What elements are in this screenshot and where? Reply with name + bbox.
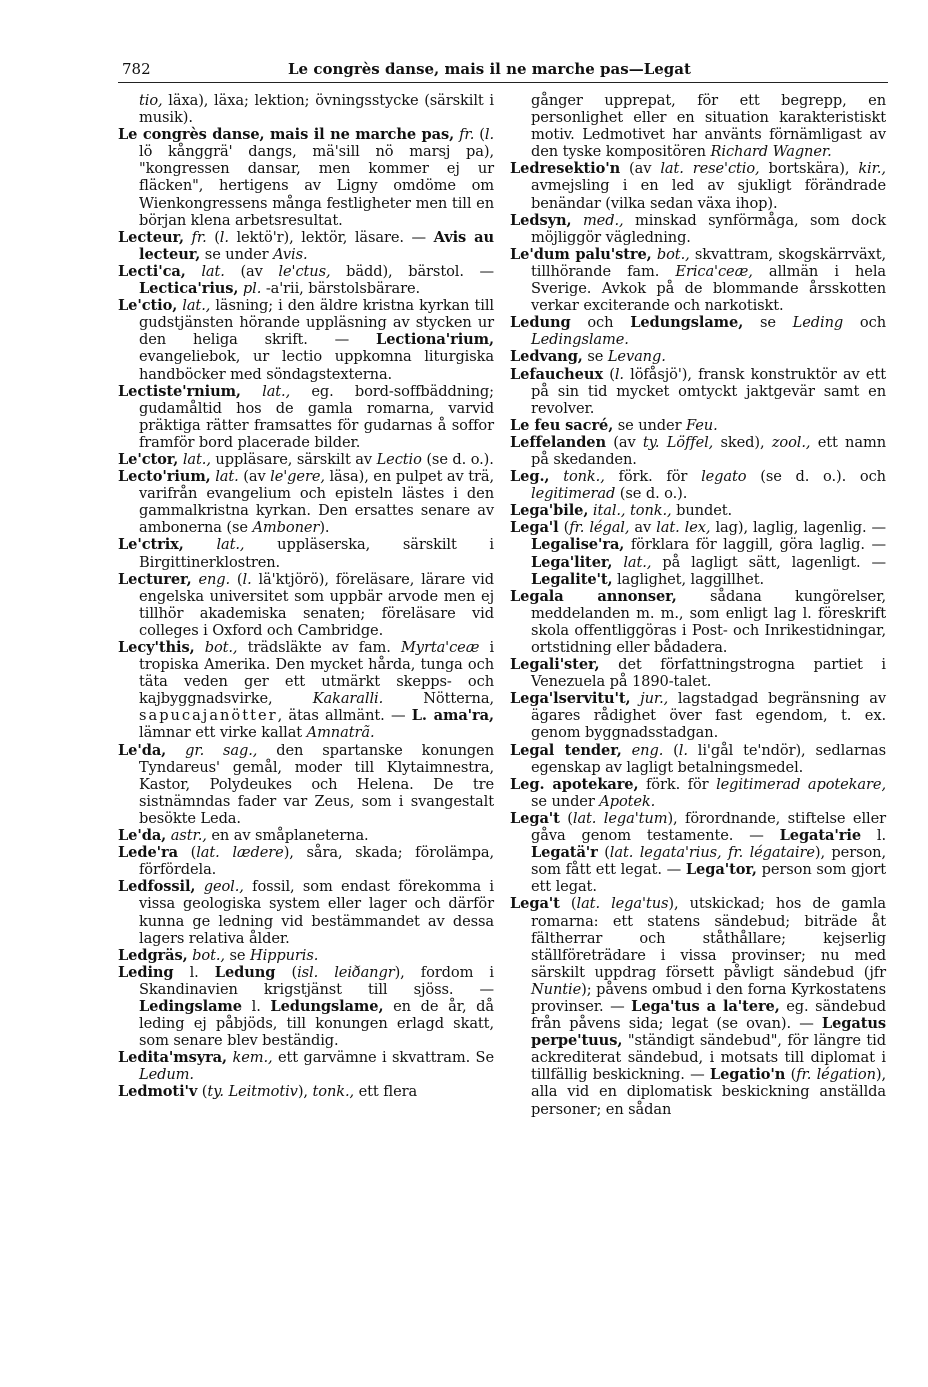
entry-text: (: [559, 895, 577, 913]
entry-text: Amnatrã.: [306, 724, 375, 742]
entry-text: (av: [606, 433, 643, 451]
entry-text: bot.,: [204, 639, 238, 656]
entry-headword: Legatio'n: [709, 1066, 786, 1084]
entry-text: geol.,: [203, 878, 244, 896]
entry-text: lat. lega'tus: [576, 895, 669, 913]
entry-text: ett flera: [354, 1083, 418, 1101]
entry-text: astr.,: [170, 827, 207, 845]
entry-headword: Ledung: [214, 963, 276, 981]
entry-text: (: [275, 963, 298, 981]
entry-text: Myrta'ceæ: [400, 639, 480, 656]
dictionary-entry: [510, 742, 886, 776]
entry-text: fr.: [191, 228, 207, 246]
entry-text: Richard Wagner.: [710, 143, 832, 161]
entry-headword: Leg.,: [510, 468, 550, 486]
entry-text: tio,: [139, 92, 163, 109]
entry-text: se under: [200, 245, 274, 263]
entry-text: trädsläkte av fam.: [237, 639, 401, 656]
dictionary-entry: [118, 536, 494, 570]
entry-text: minskad synförmåga, som dock möjliggör vägledning.: [531, 211, 886, 246]
entry-text: [571, 212, 582, 229]
entry-text: Nuntie: [531, 980, 582, 998]
entry-text: gånger upprepat, för ett begrepp, en personlighet eller en situation karakteristiskt motiv. Ledmotivet har använts förnämligast av den tyske kompositören: [531, 92, 886, 161]
entry-text: eng.: [198, 570, 231, 588]
entry-text: lat. rese'ctio,: [660, 160, 760, 178]
entry-text: av: [629, 519, 657, 537]
entry-text: l.: [241, 997, 271, 1015]
entry-text: fr.: [459, 126, 475, 144]
entry-text: Ledingslame.: [531, 331, 629, 349]
entry-text: bot.,: [192, 946, 225, 964]
entry-text: lä'ktjörö), föreläsare, lärare vid engelska universitet som uppbär arvode men ej tillhör akademiska senaten; föreläsare vid colleges i Oxford och Cambridge.: [139, 570, 494, 639]
entry-text: (av: [224, 262, 279, 280]
entry-text: fr. légation: [796, 1066, 876, 1084]
entry-text: ).: [319, 519, 330, 537]
entry-text: (av: [620, 160, 661, 178]
entry-text: zool.,: [771, 433, 811, 451]
entry-headword: Ledingslame: [139, 997, 242, 1015]
entry-headword: Lecteur,: [118, 228, 184, 246]
entry-text: se under: [531, 792, 600, 810]
entry-text: läsa), en pulpet av trä, varifrån evangelium och episteln lästes i den gammalkristna kyrkan. Den ersattes senare av ambonerna (se: [139, 468, 494, 537]
dictionary-entry: [510, 776, 886, 810]
entry-text: (av: [238, 468, 271, 486]
entry-text: Nötterna,: [383, 690, 494, 708]
entry-text: l.: [219, 228, 229, 246]
entry-text: (: [474, 126, 485, 144]
entry-text: Lectio: [376, 450, 422, 468]
entry-headword: Lecti'ca,: [118, 262, 186, 280]
entry-text: [612, 554, 623, 571]
entry-headword: Lecy'this,: [118, 639, 195, 656]
entry-text: det författningstrogna partiet i Venezuela på 1890-talet.: [531, 656, 886, 691]
entry-text: fr. légal,: [569, 519, 630, 537]
entry-text: se under: [613, 416, 686, 434]
entry-text: lat. lega'tum: [572, 809, 668, 827]
entry-text: le'gere,: [270, 468, 325, 486]
entry-text: (: [206, 228, 220, 246]
dictionary-entry: [118, 844, 494, 878]
entry-headword: Lega'bile,: [510, 502, 589, 520]
entry-headword: Le'ctrix,: [118, 536, 184, 554]
entry-text: kem.,: [232, 1049, 273, 1067]
entry-headword: Le'dum palu'stre,: [510, 245, 652, 263]
entry-text: förk. för: [604, 468, 702, 486]
left-column: [118, 92, 494, 1101]
entry-headword: Le'ctor,: [118, 450, 179, 468]
entry-headword: Lefaucheux: [510, 365, 603, 383]
dictionary-entry: [510, 314, 886, 348]
entry-text: lat.: [215, 468, 239, 486]
entry-text: avmejsling i en led av sjukligt förändrade benändar (vilka sedan växa ihop).: [531, 177, 886, 212]
entry-headword: Ledvang,: [510, 348, 583, 366]
entry-text: pl.: [242, 280, 262, 298]
entry-text: Erica'ceæ,: [675, 262, 753, 280]
dictionary-entry: [118, 297, 494, 382]
entry-text: eg. bord-soffbäddning; gudamåltid hos de gamla romarna, varvid präktiga rätter framsattes för gudarnas å soffor framför bord placerade bilder.: [139, 382, 494, 451]
dictionary-entry: [118, 126, 494, 229]
dictionary-entry: [118, 947, 494, 964]
entry-text: (: [785, 1066, 797, 1084]
entry-headword: Legatä'r: [531, 844, 598, 862]
entry-headword: Ledungslame,: [270, 997, 384, 1015]
entry-text: (se d. o.). och: [746, 468, 886, 486]
dictionary-entry: [118, 639, 494, 742]
entry-text: förk. för: [638, 775, 717, 793]
entry-text: eg. sändebud från påvens sida; legat (se ovan). —: [531, 997, 887, 1033]
entry-text: lö kånggrä' dangs, mä'sill nö marsj pa), "kongressen dansar, men kommer ej ur fläcken", hertigens av Ligny omdöme om Wienkongressens många festligheter men till en början klena arbetsresultat.: [139, 143, 494, 229]
entry-text: se: [224, 946, 250, 964]
entry-text: [630, 690, 640, 707]
entry-text: legitimerad apotekare,: [716, 775, 886, 793]
entry-text: l.: [484, 126, 494, 144]
entry-text: [184, 229, 192, 246]
entry-headword: Le'da,: [118, 741, 167, 759]
entry-text: ty. Leitmotiv: [207, 1083, 298, 1101]
entry-text: Kakaralli.: [312, 690, 384, 708]
dictionary-entry: [118, 878, 494, 946]
entry-text: "ständigt sändebud", för längre tid ackrediterat sändebud, i motsats till diplomat i tillfällig beskickning. —: [531, 1032, 886, 1084]
dictionary-entry: [118, 1083, 494, 1100]
entry-headword: Legal tender,: [510, 741, 622, 759]
dictionary-entry: [510, 160, 886, 211]
entry-text: [549, 468, 563, 485]
entry-headword: Leffelanden: [510, 433, 606, 451]
entry-headword: Legalite't,: [531, 570, 613, 588]
entry-text: ), utskickad; hos de gamla romarna: ett statens sändebud; biträde åt fältherrar och ståthållare; kejserlig ställföreträdare i vissa provinser; nu med särskilt uppdrag försett påvligt sändebud (jfr: [531, 895, 886, 981]
dictionary-entry: [510, 502, 886, 519]
entry-text: en av småplaneterna.: [206, 827, 369, 845]
entry-text: [166, 742, 185, 759]
entry-text: tonk.,: [563, 468, 605, 486]
entry-text: (: [597, 844, 610, 862]
entry-text: [195, 639, 205, 656]
entry-text: [622, 742, 632, 759]
dictionary-entry: [510, 92, 886, 160]
entry-headword: Lega'l: [510, 519, 559, 537]
entry-text: (: [177, 844, 197, 862]
entry-text: lat. lædere: [196, 844, 284, 862]
dictionary-entry: [118, 451, 494, 468]
entry-text: ); påvens ombud i den forna Kyrkostatens provinser. —: [531, 980, 886, 1015]
entry-headword: Ledungslame,: [630, 314, 744, 332]
entry-headword: Lede'ra: [118, 844, 178, 862]
entry-headword: Le feu sacré,: [510, 416, 614, 434]
entry-text: [184, 536, 217, 553]
entry-headword: Ledgräs,: [118, 946, 188, 964]
entry-text: skvattram, skogskärrväxt, tillhörande fam.: [531, 245, 886, 280]
entry-text: och: [843, 314, 886, 332]
entry-headword: Le congrès danse, mais il ne marche pas,: [118, 126, 455, 144]
entry-text: bortskära),: [759, 160, 859, 178]
entry-headword: Lega't: [510, 809, 560, 827]
entry-text: Feu.: [686, 416, 718, 434]
entry-text: i tropiska Amerika. Den mycket hårda, tunga och täta veden ger ett utmärkt skepps- och kajbyggnadsvirke,: [139, 639, 495, 708]
dictionary-entry: [118, 92, 494, 126]
entry-text: (: [558, 519, 570, 537]
entry-text: lat. legata'rius, fr. légataire: [609, 844, 815, 862]
entry-headword: Legatus perpe'tuus,: [531, 1015, 886, 1050]
entry-text: kir.,: [858, 160, 886, 178]
dictionary-entry: [510, 519, 886, 587]
entry-text: tonk.,: [312, 1083, 355, 1101]
entry-text: allmän i hela Sverige. Avkok på de blommande årsskotten verkar exciterande och narkotiskt.: [531, 262, 886, 315]
entry-text: , ätas allmänt. —: [277, 707, 412, 725]
entry-text: uppläserska, särskilt i Birgittinerklostren.: [139, 536, 494, 571]
entry-text: bundet.: [671, 502, 733, 520]
entry-headword: Lecto'rium,: [118, 468, 211, 486]
dictionary-entry: [510, 656, 886, 690]
dictionary-entry: [510, 417, 886, 434]
dictionary-entry: [118, 263, 494, 297]
entry-headword: Avis au lecteur,: [139, 228, 494, 263]
entry-text: Amboner: [252, 519, 320, 537]
entry-headword: Lectiste'rnium,: [118, 382, 241, 400]
entry-text: l.: [173, 963, 215, 981]
entry-text: (se d. o.).: [615, 485, 688, 503]
entry-headword: Ledresektio'n: [510, 160, 621, 178]
entry-headword: Leg. apotekare,: [510, 775, 639, 793]
entry-headword: Lega't: [510, 895, 560, 913]
entry-text: förklara för laggill, göra laglig. —: [624, 536, 886, 554]
entry-text: ), förordnande, stiftelse eller gåva genom testamente. —: [531, 809, 886, 845]
entry-headword: Legali'ster,: [510, 656, 600, 674]
entry-headword: Ledmoti'v: [118, 1083, 198, 1101]
dictionary-entry: [118, 468, 494, 536]
entry-text: lat.,: [216, 536, 245, 554]
entry-headword: Ledung: [510, 314, 571, 332]
entry-text: ett garvämne i skvattram. Se: [272, 1049, 494, 1067]
entry-text: (: [559, 809, 573, 827]
dictionary-entry: [118, 827, 494, 844]
entry-text: på lagligt sätt, lagenligt. —: [651, 553, 886, 571]
right-column: [510, 92, 886, 1118]
dictionary-entry: [510, 246, 886, 314]
entry-text: legitimerad: [531, 485, 616, 503]
dictionary-entry: [118, 1049, 494, 1083]
entry-headword: Legala annonser,: [510, 587, 677, 605]
dictionary-entry: [510, 468, 886, 502]
entry-text: löfåsjö'), fransk konstruktör av ett på sin tid mycket omtyckt jaktgevär samt en revolver.: [531, 365, 886, 417]
dictionary-entry: [510, 895, 886, 1117]
dictionary-entry: [510, 212, 886, 246]
entry-text: (: [602, 365, 615, 383]
entry-text: ), såra, skada; förolämpa, förfördela.: [139, 844, 494, 879]
dictionary-entry: [510, 690, 886, 741]
entry-text: le'ctus,: [278, 262, 331, 280]
entry-headword: Lega'lservitu't,: [510, 690, 631, 708]
dictionary-entry: [510, 434, 886, 468]
dictionary-entry: [118, 383, 494, 451]
dictionary-entry: [118, 964, 494, 1049]
dictionary-entry: [118, 742, 494, 827]
entry-text: l.: [242, 570, 252, 588]
entry-text: bädd), bärstol. —: [330, 262, 494, 280]
entry-text: Apotek.: [599, 792, 656, 810]
entry-text: [241, 383, 262, 400]
dictionary-entry: [510, 366, 886, 417]
entry-headword: Lectica'rius,: [139, 280, 239, 298]
entry-text: se: [743, 314, 793, 332]
entry-text: gr. sag.,: [185, 741, 258, 759]
entry-headword: Lega'tor,: [685, 861, 757, 879]
entry-text: läxa), läxa; lektion; övningsstycke (särskilt i musik).: [139, 92, 494, 127]
dictionary-entry: [510, 588, 886, 656]
entry-headword: L. ama'ra,: [411, 707, 494, 725]
entry-headword: Ledita'msyra,: [118, 1049, 228, 1067]
entry-text: Ledum.: [139, 1066, 194, 1084]
entry-text: uppläsare, särskilt av: [210, 450, 377, 468]
dictionary-entry: [118, 229, 494, 263]
entry-headword: Lega'tus a la'tere,: [631, 997, 780, 1015]
entry-text: med.,: [582, 211, 624, 229]
entry-text: (: [197, 1083, 208, 1101]
entry-headword: Le'da,: [118, 827, 167, 845]
entry-text: l.: [614, 365, 624, 383]
entry-text: se: [582, 348, 608, 366]
entry-text: [186, 263, 202, 280]
entry-text: bot.,: [656, 245, 690, 263]
entry-headword: Legata'rie: [779, 827, 861, 845]
entry-text: Hippuris.: [249, 946, 319, 964]
entry-text: (se d. o.).: [421, 450, 494, 468]
entry-headword: Ledsyn,: [510, 211, 572, 229]
dictionary-entry: [510, 348, 886, 365]
entry-headword: Ledfossil,: [118, 878, 196, 896]
entry-text: [195, 878, 203, 895]
entry-headword: Legalise'ra,: [531, 536, 625, 554]
entry-text: ),: [297, 1083, 313, 1101]
entry-text: läsning; i den äldre kristna kyrkan till gudstjänsten hörande uppläsning av stycken ur den heliga skrift. —: [139, 297, 494, 349]
entry-text: Levang.: [607, 348, 666, 366]
entry-text: isl. leiðangr: [297, 963, 395, 981]
entry-text: ), person, som fått ett legat. —: [531, 844, 886, 879]
entry-text: sked),: [713, 433, 772, 451]
entry-text: lämnar ett virke kallat: [139, 724, 307, 742]
entry-text: lektö'r), lektör, läsare. —: [228, 228, 434, 246]
entry-text: lat.,: [262, 382, 291, 400]
entry-text: lag), laglig, lagenlig. —: [710, 519, 886, 537]
entry-text: (: [663, 741, 679, 759]
entry-text: en de år, då leding ej påbjöds, till konungen erlagd skatt, som senare blev beständig.: [139, 997, 494, 1050]
entry-text: ital., tonk.,: [592, 502, 672, 520]
entry-headword: Lecturer,: [118, 570, 192, 588]
entry-text: fossil, som endast förekomma i vissa geologiska system eller lager och därför kunna ge ledning vid bestämmandet av dessa lagers relativa ålder.: [139, 878, 494, 947]
entry-text: Leding: [792, 314, 844, 332]
entry-text: laglighet, laggillhet.: [612, 570, 765, 588]
entry-headword: Le'ctio,: [118, 297, 178, 315]
entry-text: ett namn på skedanden.: [531, 433, 886, 468]
entry-headword: Lega'liter,: [531, 553, 613, 571]
entry-text: l.: [678, 741, 688, 759]
entry-text: evangeliebok, ur lectio uppkomna liturgiska handböcker med söndagstexterna.: [139, 348, 494, 383]
entry-text: (: [230, 570, 243, 588]
entry-text: den spartanske konungen Tyndareus' gemål, moder till Klytaimnestra, Kastor, Polydeukes och Helena. De tre sistnämndas fader var Zeus, som i svangestalt besökte Leda.: [139, 741, 495, 827]
entry-text: lat.,: [182, 450, 211, 468]
running-head: Le congrès danse, mais il ne marche pas—Legat: [288, 60, 691, 78]
entry-text: lat.: [201, 262, 225, 280]
entry-text: jur.,: [640, 690, 669, 708]
entry-text: person som gjort ett legat.: [531, 861, 886, 896]
entry-text: l.: [861, 827, 886, 845]
entry-text: ), alla vid en diplomatisk beskickning anställda personer; en sådan: [531, 1066, 887, 1118]
entry-text: sådana kungörelser, meddelanden m. m., som enligt lag l. föreskrift skola offentliggöras i Post- och Inrikestidningar, ortstidning eller bådadera.: [531, 587, 887, 656]
entry-text: lat.,: [623, 553, 652, 571]
header-rule: [118, 82, 888, 83]
entry-text: lat. lex,: [656, 519, 711, 537]
entry-text: ty. Löffel,: [642, 433, 714, 451]
entry-text: sapucajanötter: [139, 707, 278, 725]
entry-text: Avis.: [273, 245, 308, 263]
dictionary-entry: [510, 810, 886, 895]
entry-text: lat.,: [182, 297, 211, 315]
entry-text: li'gål te'ndör), sedlarnas egenskap av lagligt betalningsmedel.: [531, 741, 886, 776]
entry-headword: Lectiona'rium,: [376, 331, 494, 349]
entry-headword: Leding: [118, 963, 174, 981]
entry-text: -a'rii, bärstolsbärare.: [261, 280, 421, 298]
page-number: 782: [122, 60, 151, 78]
entry-text: och: [570, 314, 631, 332]
entry-text: legato: [701, 468, 747, 486]
entry-text: ), fordom i Skandinavien krigstjänst till sjöss. —: [139, 963, 494, 998]
entry-text: eng.: [631, 741, 664, 759]
entry-text: lagstadgad begränsning av ägares rådighet över fast egendom, t. ex. genom byggnadsstadgan.: [531, 690, 886, 742]
dictionary-entry: [118, 571, 494, 639]
